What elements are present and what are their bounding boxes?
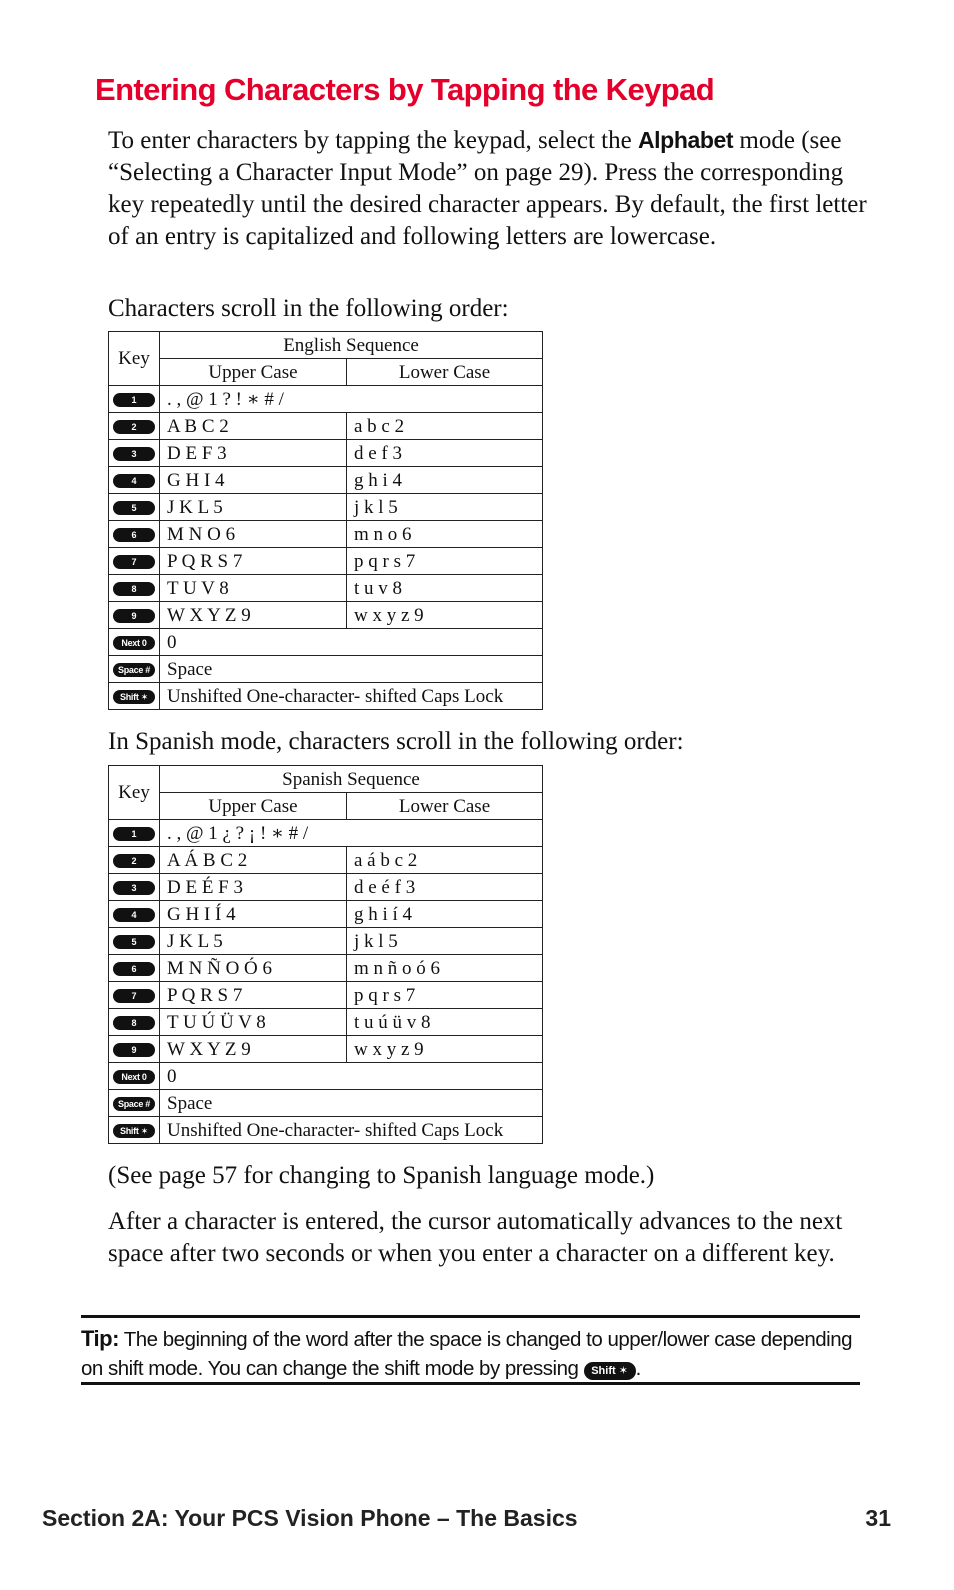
key-8-icon: 8 <box>113 582 155 596</box>
upper-case-cell: P Q R S 7 <box>160 982 347 1009</box>
lower-case-cell: m n ñ o ó 6 <box>347 955 543 982</box>
spanish-table-body <box>109 820 543 1144</box>
space-key-icon: Space # <box>113 663 155 677</box>
key-8-icon: 8 <box>113 1016 155 1030</box>
upper-case-cell: J K L 5 <box>160 494 347 521</box>
shift-key-icon: Shift ✶ <box>113 1124 155 1138</box>
key-7-icon: 7 <box>113 989 155 1003</box>
table-row <box>109 901 543 928</box>
shift-key-icon: Shift ✶ <box>584 1362 636 1380</box>
key-cell <box>109 548 160 575</box>
key-cell <box>109 575 160 602</box>
tip-body: The beginning of the word after the space is changed to upper/lower case depending on shift mode. You can change the shift mode by pressing <box>81 1328 853 1380</box>
key-1-icon: 1 <box>113 827 155 841</box>
lower-case-cell: w x y z 9 <box>347 1036 543 1063</box>
upper-case-cell: G H I 4 <box>160 467 347 494</box>
key-5-icon: 5 <box>113 935 155 949</box>
key-2-icon: 2 <box>113 420 155 434</box>
key-5-icon: 5 <box>113 501 155 515</box>
lower-case-header: Lower Case <box>347 359 543 386</box>
upper-case-cell: M N Ñ O Ó 6 <box>160 955 347 982</box>
spanish-sequence-table <box>108 765 543 1144</box>
upper-case-cell: J K L 5 <box>160 928 347 955</box>
tip-end: . <box>635 1357 641 1380</box>
key-cell <box>109 1036 160 1063</box>
next-0-key-icon: Next 0 <box>113 636 155 650</box>
key-cell <box>109 1009 160 1036</box>
lower-case-header: Lower Case <box>347 793 543 820</box>
upper-case-cell: A Á B C 2 <box>160 847 347 874</box>
sequence-cell: Space <box>160 656 543 683</box>
spanish-mode-note: (See page 57 for changing to Spanish language mode.) <box>108 1162 655 1189</box>
table-row <box>109 440 543 467</box>
lower-case-cell: w x y z 9 <box>347 602 543 629</box>
key-cell <box>109 683 160 710</box>
table-row <box>109 955 543 982</box>
upper-case-cell: G H I Í 4 <box>160 901 347 928</box>
lower-case-cell: g h i 4 <box>347 467 543 494</box>
intro-paragraph <box>108 124 868 253</box>
key-6-icon: 6 <box>113 962 155 976</box>
lower-case-cell: a á b c 2 <box>347 847 543 874</box>
key-9-icon: 9 <box>113 609 155 623</box>
table-row <box>109 820 543 847</box>
sequence-cell: Space <box>160 1090 543 1117</box>
table-row <box>109 629 543 656</box>
key-4-icon: 4 <box>113 474 155 488</box>
upper-case-cell: P Q R S 7 <box>160 548 347 575</box>
lower-case-cell: a b c 2 <box>347 413 543 440</box>
sequence-cell: . , @ 1 ? ! ∗ # / <box>160 386 543 413</box>
sequence-cell: Unshifted One-character- shifted Caps Lock <box>160 1117 543 1144</box>
upper-case-cell: T U Ú Ü V 8 <box>160 1009 347 1036</box>
key-7-icon: 7 <box>113 555 155 569</box>
upper-case-cell: A B C 2 <box>160 413 347 440</box>
sequence-header: Spanish Sequence <box>160 766 543 793</box>
upper-case-cell: T U V 8 <box>160 575 347 602</box>
shift-key-icon: Shift ✶ <box>113 690 155 704</box>
table-row <box>109 683 543 710</box>
key-cell <box>109 602 160 629</box>
key-header: Key <box>109 332 160 386</box>
english-intro: Characters scroll in the following order: <box>108 295 509 322</box>
table-row <box>109 467 543 494</box>
upper-case-cell: W X Y Z 9 <box>160 602 347 629</box>
table-row <box>109 1009 543 1036</box>
tip-box <box>81 1315 860 1385</box>
cursor-advance-paragraph: After a character is entered, the cursor automatically advances to the next space after two seconds or when you enter a character on a different key. <box>108 1208 843 1267</box>
key-header: Key <box>109 766 160 820</box>
sequence-header: English Sequence <box>160 332 543 359</box>
table-row <box>109 386 543 413</box>
sequence-cell: Unshifted One-character- shifted Caps Lock <box>160 683 543 710</box>
english-sequence-table <box>108 331 543 710</box>
lower-case-cell: d e é f 3 <box>347 874 543 901</box>
lower-case-cell: t u ú ü v 8 <box>347 1009 543 1036</box>
key-cell <box>109 494 160 521</box>
key-3-icon: 3 <box>113 881 155 895</box>
page-title: Entering Characters by Tapping the Keypad <box>95 72 715 107</box>
key-9-icon: 9 <box>113 1043 155 1057</box>
table-row <box>109 1036 543 1063</box>
table-row <box>109 1090 543 1117</box>
table-row <box>109 494 543 521</box>
upper-case-header: Upper Case <box>160 793 347 820</box>
table-row <box>109 656 543 683</box>
upper-case-cell: M N O 6 <box>160 521 347 548</box>
table-row <box>109 928 543 955</box>
key-cell <box>109 1063 160 1090</box>
footer-section-title: Section 2A: Your PCS Vision Phone – The Basics <box>42 1505 578 1531</box>
key-cell <box>109 1090 160 1117</box>
table-row <box>109 1063 543 1090</box>
lower-case-cell: m n o 6 <box>347 521 543 548</box>
key-4-icon: 4 <box>113 908 155 922</box>
key-cell <box>109 521 160 548</box>
tip-text <box>81 1324 860 1383</box>
spanish-intro: In Spanish mode, characters scroll in the following order: <box>108 728 684 755</box>
key-cell <box>109 467 160 494</box>
sequence-cell: 0 <box>160 629 543 656</box>
lower-case-cell: j k l 5 <box>347 928 543 955</box>
table-row <box>109 1117 543 1144</box>
key-cell <box>109 955 160 982</box>
key-1-icon: 1 <box>113 393 155 407</box>
lower-case-cell: p q r s 7 <box>347 982 543 1009</box>
key-cell <box>109 874 160 901</box>
lower-case-cell: t u v 8 <box>347 575 543 602</box>
key-6-icon: 6 <box>113 528 155 542</box>
tip-label: Tip: <box>81 1326 119 1351</box>
upper-case-cell: W X Y Z 9 <box>160 1036 347 1063</box>
key-cell <box>109 656 160 683</box>
key-cell <box>109 820 160 847</box>
key-cell <box>109 413 160 440</box>
key-cell <box>109 928 160 955</box>
sequence-cell: . , @ 1 ¿ ? ¡ ! ∗ # / <box>160 820 543 847</box>
key-cell <box>109 901 160 928</box>
key-cell <box>109 1117 160 1144</box>
key-cell <box>109 440 160 467</box>
lower-case-cell: d e f 3 <box>347 440 543 467</box>
intro-before: To enter characters by tapping the keypad, select the <box>108 127 638 154</box>
upper-case-cell: D E F 3 <box>160 440 347 467</box>
intro-after: mode (see “Selecting a Character Input Mode” on page 29). Press the corresponding key repeatedly until the desired character appears. By default, the first letter of an entry is capitalized and following letters are lowercase. <box>108 127 867 250</box>
english-table-body <box>109 386 543 710</box>
table-row <box>109 982 543 1009</box>
table-row <box>109 413 543 440</box>
table-row <box>109 874 543 901</box>
key-cell <box>109 982 160 1009</box>
key-cell <box>109 629 160 656</box>
upper-case-cell: D E É F 3 <box>160 874 347 901</box>
table-row <box>109 847 543 874</box>
upper-case-header: Upper Case <box>160 359 347 386</box>
key-2-icon: 2 <box>113 854 155 868</box>
table-row <box>109 521 543 548</box>
key-cell <box>109 386 160 413</box>
lower-case-cell: p q r s 7 <box>347 548 543 575</box>
table-row <box>109 575 543 602</box>
sequence-cell: 0 <box>160 1063 543 1090</box>
table-row <box>109 548 543 575</box>
space-key-icon: Space # <box>113 1097 155 1111</box>
key-3-icon: 3 <box>113 447 155 461</box>
key-cell <box>109 847 160 874</box>
lower-case-cell: j k l 5 <box>347 494 543 521</box>
next-0-key-icon: Next 0 <box>113 1070 155 1084</box>
table-row <box>109 602 543 629</box>
page-number: 31 <box>865 1505 891 1531</box>
alphabet-mode-label: Alphabet <box>637 127 734 153</box>
lower-case-cell: g h i í 4 <box>347 901 543 928</box>
